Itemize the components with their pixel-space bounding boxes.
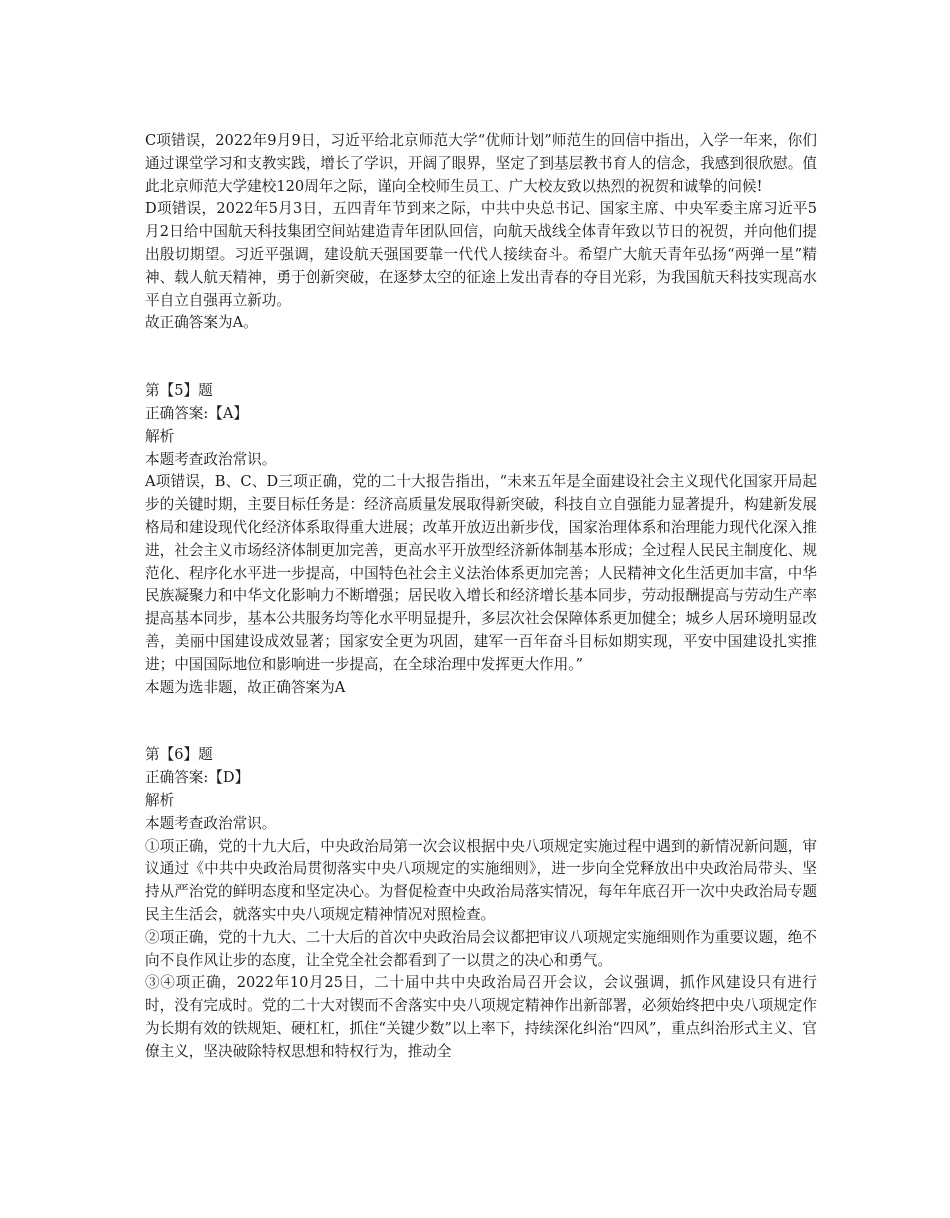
- q5-body: A项错误，B、C、D三项正确，党的二十大报告指出，“未来五年是全面建设社会主义现代化国家开局起步的关键时期，主要目标任务是：经济高质量发展取得新突破，科技自立自强能力显著提升，构建新发展格局和建设现代化经济体系取得重大进展；改革开放迈出新步伐，国家治理体系和治理能力现代化深入推进，社会主义市场经济体制更加完善，更高水平开放型经济新体制基本形成；全过程人民民主制度化、规范化、程序化水平进一步提高，中国特色社会主义法治体系更加完善；人民精神文化生活更加丰富，中华民族凝聚力和中华文化影响力不断增强；居民收入增长和经济增长基本同步，劳动报酬提高与劳动生产率提高基本同步，基本公共服务均等化水平明显提升，多层次社会保障体系更加健全；城乡人居环境明显改善，美丽中国建设成效显著；国家安全更为巩固，建军一百年奋斗目标如期实现，平安中国建设扎实推进；中国国际地位和影响进一步提高，在全球治理中发挥更大作用。”: [145, 473, 817, 673]
- q5-conclusion: 本题为选非题，故正确答案为A: [145, 678, 346, 696]
- option-d-explanation: D项错误，2022年5月3日，五四青年节到来之际，中共中央总书记、国家主席、中央军委主席习近平5月2日给中国航天科技集团空间站建造青年团队回信，向航天战线全体青年致以节日的祝贺，并向他们提出殷切期望。习近平强调，建设航天强国要靠一代代人接续奋斗。希望广大航天青年弘扬“两弹一星”精神、载人航天精神，勇于创新突破，在逐梦太空的征途上发出青春的夺目光彩，为我国航天科技实现高水平自立自强再立新功。: [145, 200, 817, 309]
- q6-heading: 第【6】题: [145, 746, 213, 764]
- option-c-explanation: C项错误，2022年9月9日，习近平给北京师范大学“优师计划”师范生的回信中指出，入学一年来，你们通过课堂学习和支教实践，增长了学识，开阔了眼界，坚定了到基层教书育人的信念，我感到很欣慰。值此北京师范大学建校120周年之际，谨向全校师生员工、广大校友致以热烈的祝贺和诚挚的问候!: [145, 132, 817, 195]
- q6-analysis-label: 解析: [145, 791, 175, 809]
- q5-heading: 第【5】题: [145, 382, 213, 400]
- q6-answer: 正确答案:【D】: [145, 769, 250, 787]
- section-gap: [145, 699, 817, 744]
- q6-topic: 本题考查政治常识。: [145, 814, 277, 832]
- q5-answer: 正确答案:【A】: [145, 404, 249, 422]
- page-content: [145, 130, 817, 1063]
- q6-item-1: ①项正确，党的十九大后，中央政治局第一次会议根据中央八项规定实施过程中遇到的新情况新问题，审议通过《中共中央政治局贯彻落实中央八项规定的实施细则》，进一步向全党释放出中央政治局带头、坚持从严治党的鲜明态度和坚定决心。为督促检查中央政治局落实情况，每年年底召开一次中央政治局专题民主生活会，就落实中央八项规定精神情况对照检查。: [145, 837, 817, 923]
- q6-item-3-4: ③④项正确，2022年10月25日，二十届中共中央政治局召开会议，会议强调，抓作风建设只有进行时，没有完成时。党的二十大对锲而不舍落实中央八项规定精神作出新部署，必须始终把中央八项规定作为长期有效的铁规矩、硬杠杠，抓住“关键少数”以上率下，持续深化纠治“四风”，重点纠治形式主义、官僚主义，坚决破除特权思想和特权行为，推动全: [145, 974, 817, 1060]
- q5-topic: 本题考查政治常识。: [145, 450, 277, 468]
- q6-item-2: ②项正确，党的十九大、二十大后的首次中央政治局会议都把审议八项规定实施细则作为重要议题，绝不向不良作风让步的态度，让全党全社会都看到了一以贯之的决心和勇气。: [145, 928, 817, 969]
- q5-analysis-label: 解析: [145, 427, 175, 445]
- section-gap: [145, 335, 817, 380]
- q4-conclusion: 故正确答案为A。: [145, 314, 258, 332]
